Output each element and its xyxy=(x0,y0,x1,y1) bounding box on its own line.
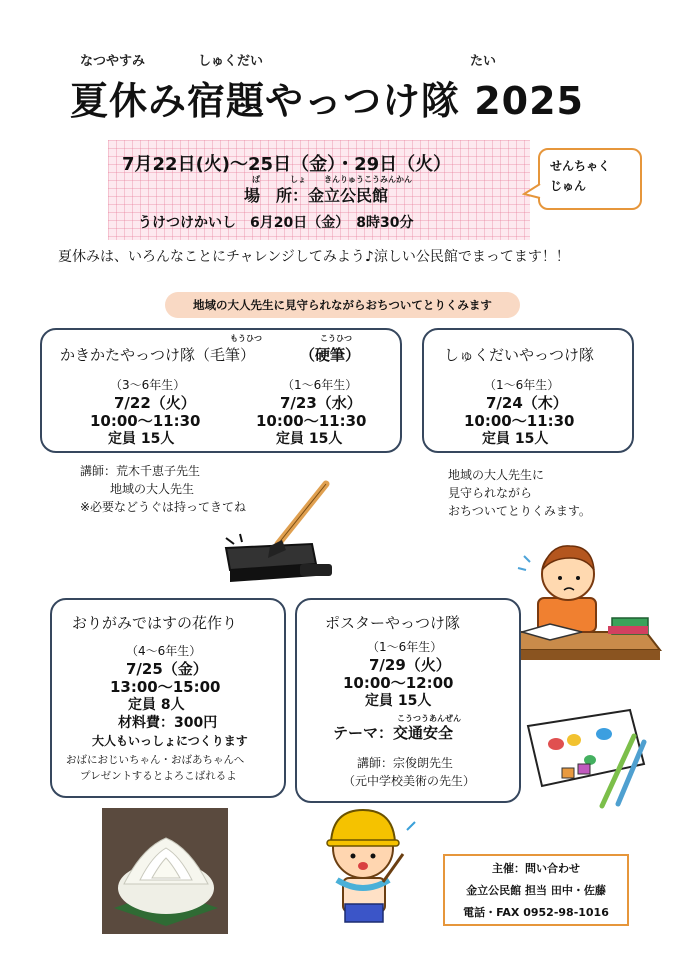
origami-date: 7/25（金） xyxy=(126,660,208,678)
poster-lecturer: 講師：宗俊朗先生 xyxy=(357,756,454,770)
origami-time: 13:00〜15:00 xyxy=(110,678,221,696)
venue-ruby-ba: ば xyxy=(252,175,260,184)
homework-section xyxy=(422,328,634,453)
venue-ruby-name: きんりゅうこうみんかん xyxy=(324,175,412,184)
origami-section xyxy=(50,598,286,798)
venue-ruby-sho: しょ xyxy=(290,175,306,184)
poster-title: ポスターやっつけ隊 xyxy=(325,614,461,632)
pen-date: 7/23（水） xyxy=(280,394,362,412)
homework-note-1: 地域の大人先生に xyxy=(448,468,545,482)
brush-grade: （3〜6年生） xyxy=(110,378,186,392)
page-title: 夏休み宿題やっつけ隊 2025 xyxy=(70,79,584,123)
brush-inkstone-icon xyxy=(220,478,340,586)
contact-line-1: 主催：問い合わせ xyxy=(492,862,580,875)
pen-time: 10:00〜11:30 xyxy=(256,412,367,430)
venue-label: 場 所： xyxy=(244,186,309,205)
homework-note-2: 見守られながら xyxy=(448,486,533,500)
intro-text: 夏休みは、いろんなことにチャレンジしてみよう♪涼しい公民館でまってます！！ xyxy=(58,249,570,265)
homework-time: 10:00〜11:30 xyxy=(464,412,575,430)
speech-bubble xyxy=(538,148,642,210)
bubble-tail-icon xyxy=(522,182,542,202)
title-ruby-tai: たい xyxy=(470,54,497,69)
poster-capacity: 定員 15人 xyxy=(365,693,432,709)
poster-section xyxy=(295,598,521,803)
info-banner: 地域の大人先生に見守られながらおちついてとりくみます xyxy=(165,292,520,318)
event-dates: 7月22日(火)〜25日（金）・29日（火） xyxy=(122,154,452,175)
calligraphy-lecturer: 講師：荒木千恵子先生 xyxy=(80,464,201,478)
calligraphy-title-2: （硬筆） xyxy=(300,346,361,364)
homework-date: 7/24（木） xyxy=(486,394,568,412)
brush-capacity: 定員 15人 xyxy=(108,431,175,447)
origami-adults: 大人もいっしょにつくります xyxy=(92,734,248,748)
poster-lecturer-note: （元中学校美術の先生） xyxy=(343,774,476,788)
hardhat-kid-icon xyxy=(315,800,425,940)
calligraphy-lecturer-2: 地域の大人先生 xyxy=(110,482,195,496)
poster-date: 7/29（火） xyxy=(369,656,451,674)
poster-grade: （1〜6年生） xyxy=(367,640,443,654)
bubble-line-1: せんちゃく xyxy=(550,159,611,173)
homework-note-3: おちついてとりくみます。 xyxy=(448,504,591,518)
ruby-mouhitsu: もうひつ xyxy=(230,334,262,343)
origami-grade: （4〜6年生） xyxy=(126,644,202,658)
poster-time: 10:00〜12:00 xyxy=(343,674,454,692)
pen-capacity: 定員 15人 xyxy=(276,431,343,447)
theme-ruby: こうつうあんぜん xyxy=(397,714,461,723)
venue-name: 金立公民館 xyxy=(308,186,389,205)
origami-gift-2: プレゼントするとよろこばれるよ xyxy=(80,770,237,782)
ruby-kouhitsu: こうひつ xyxy=(320,334,352,343)
theme-value: 交通安全 xyxy=(393,724,454,742)
bubble-line-2: じゅん xyxy=(550,179,587,193)
homework-capacity: 定員 15人 xyxy=(482,431,549,447)
origami-capacity: 定員 8人 xyxy=(128,697,185,713)
origami-lotus-photo xyxy=(102,808,228,934)
calligraphy-note: ※必要などうぐは持ってきてね xyxy=(80,500,247,514)
homework-grade: （1〜6年生） xyxy=(484,378,560,392)
theme-label: テーマ： xyxy=(333,724,394,742)
title-ruby-natsuyasumi: なつやすみ xyxy=(80,54,146,69)
origami-gift-1: おばにおじいちゃん・おばあちゃんへ xyxy=(66,754,245,766)
brush-time: 10:00〜11:30 xyxy=(90,412,201,430)
title-ruby-shukudai: しゅくだい xyxy=(198,54,264,69)
contact-box xyxy=(443,854,629,926)
origami-title: おりがみではすの花作り xyxy=(72,614,238,632)
pen-grade: （1〜6年生） xyxy=(282,378,358,392)
paint-palette-icon xyxy=(526,706,650,810)
contact-line-2: 金立公民館 担当 田中・佐藤 xyxy=(466,884,606,897)
brush-date: 7/22（火） xyxy=(114,394,196,412)
origami-fee: 材料費：300円 xyxy=(118,715,218,731)
event-info-box xyxy=(108,140,530,240)
calligraphy-section xyxy=(40,328,402,453)
contact-phone: 電話・FAX 0952-98-1016 xyxy=(463,906,609,919)
homework-title: しゅくだいやっつけ隊 xyxy=(444,346,595,364)
calligraphy-title: かきかたやっつけ隊（毛筆） xyxy=(60,346,256,364)
registration-start: うけつけかいし 6月20日（金） 8時30分 xyxy=(138,215,414,231)
